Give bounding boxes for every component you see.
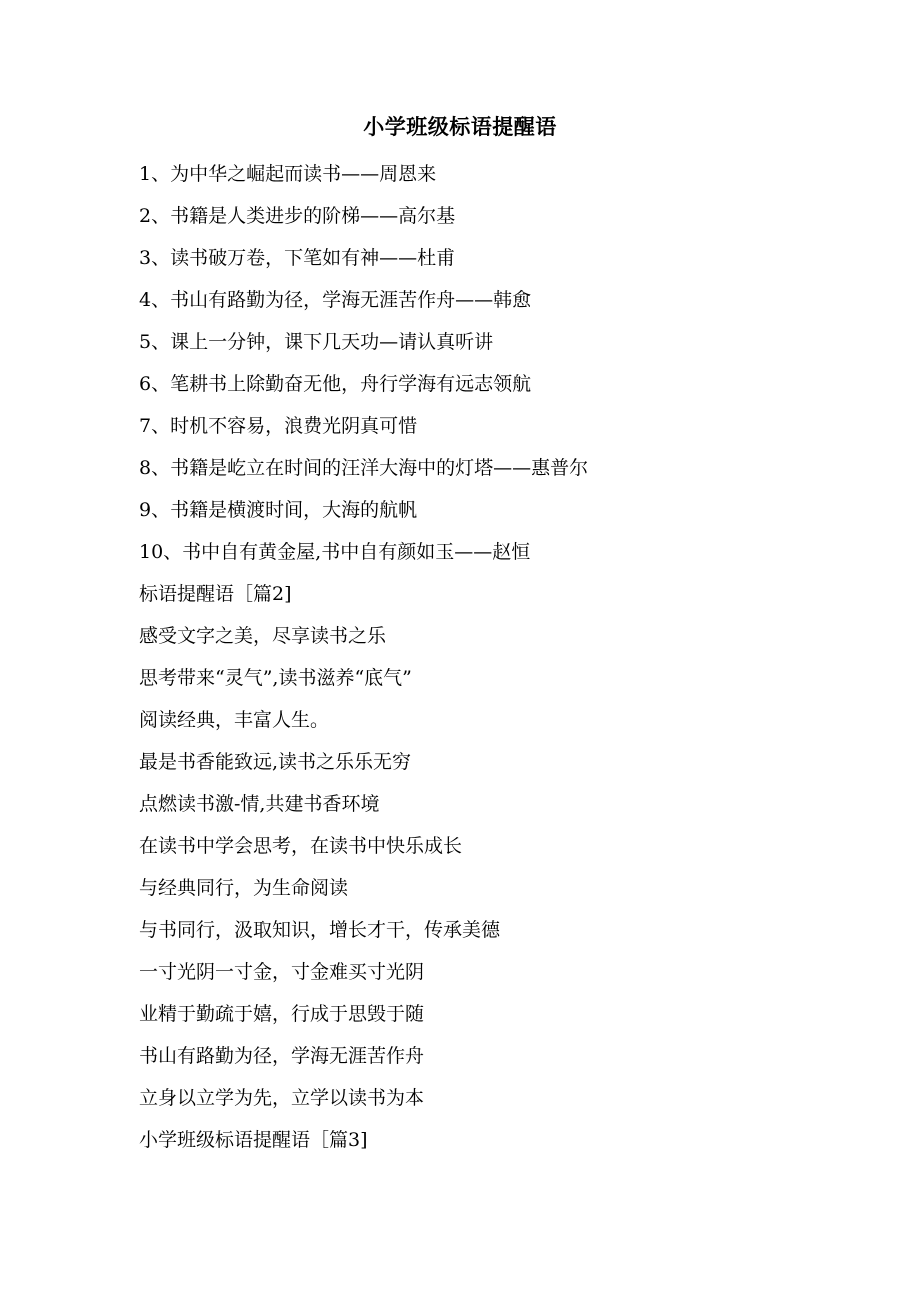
slogan-line: 阅读经典，丰富人生。 bbox=[139, 709, 330, 731]
slogan-line: 思考带来“灵气”,读书滋养“底气” bbox=[139, 667, 412, 689]
slogan-line-8: 8、书籍是屹立在时间的汪洋大海中的灯塔——惠普尔 bbox=[139, 457, 589, 479]
slogan-line: 与经典同行，为生命阅读 bbox=[139, 877, 349, 899]
slogan-line-7: 7、时机不容易，浪费光阴真可惜 bbox=[139, 415, 418, 437]
slogan-line: 感受文字之美，尽享读书之乐 bbox=[139, 625, 387, 647]
slogan-line: 点燃读书激-情,共建书香环境 bbox=[139, 793, 380, 815]
section-heading-3: 小学班级标语提醒语［篇3] bbox=[139, 1129, 368, 1151]
slogan-line: 一寸光阴一寸金，寸金难买寸光阴 bbox=[139, 961, 425, 983]
slogan-line: 最是书香能致远,读书之乐乐无穷 bbox=[139, 751, 412, 773]
slogan-line-9: 9、书籍是横渡时间，大海的航帆 bbox=[139, 499, 418, 521]
slogan-line-5: 5、课上一分钟，课下几天功—请认真听讲 bbox=[139, 331, 494, 353]
slogan-line: 与书同行，汲取知识，增长才干，传承美德 bbox=[139, 919, 501, 941]
slogan-line: 书山有路勤为径，学海无涯苦作舟 bbox=[139, 1045, 425, 1067]
slogan-list bbox=[139, 159, 879, 1167]
section-heading-2: 标语提醒语［篇2] bbox=[139, 583, 292, 605]
slogan-line-2: 2、书籍是人类进步的阶梯——高尔基 bbox=[139, 205, 456, 227]
slogan-line-3: 3、读书破万卷，下笔如有神——杜甫 bbox=[139, 247, 456, 269]
slogan-line-6: 6、笔耕书上除勤奋无他，舟行学海有远志领航 bbox=[139, 373, 532, 395]
slogan-line-10: 10、书中自有黄金屋,书中自有颜如玉——赵恒 bbox=[139, 541, 531, 563]
slogan-line-4: 4、书山有路勤为径，学海无涯苦作舟——韩愈 bbox=[139, 289, 532, 311]
slogan-line: 立身以立学为先，立学以读书为本 bbox=[139, 1087, 425, 1109]
slogan-line: 在读书中学会思考，在读书中快乐成长 bbox=[139, 835, 463, 857]
page-title: 小学班级标语提醒语 bbox=[363, 114, 557, 139]
slogan-line-1: 1、为中华之崛起而读书——周恩来 bbox=[139, 163, 437, 185]
slogan-line: 业精于勤疏于嬉，行成于思毁于随 bbox=[139, 1003, 425, 1025]
